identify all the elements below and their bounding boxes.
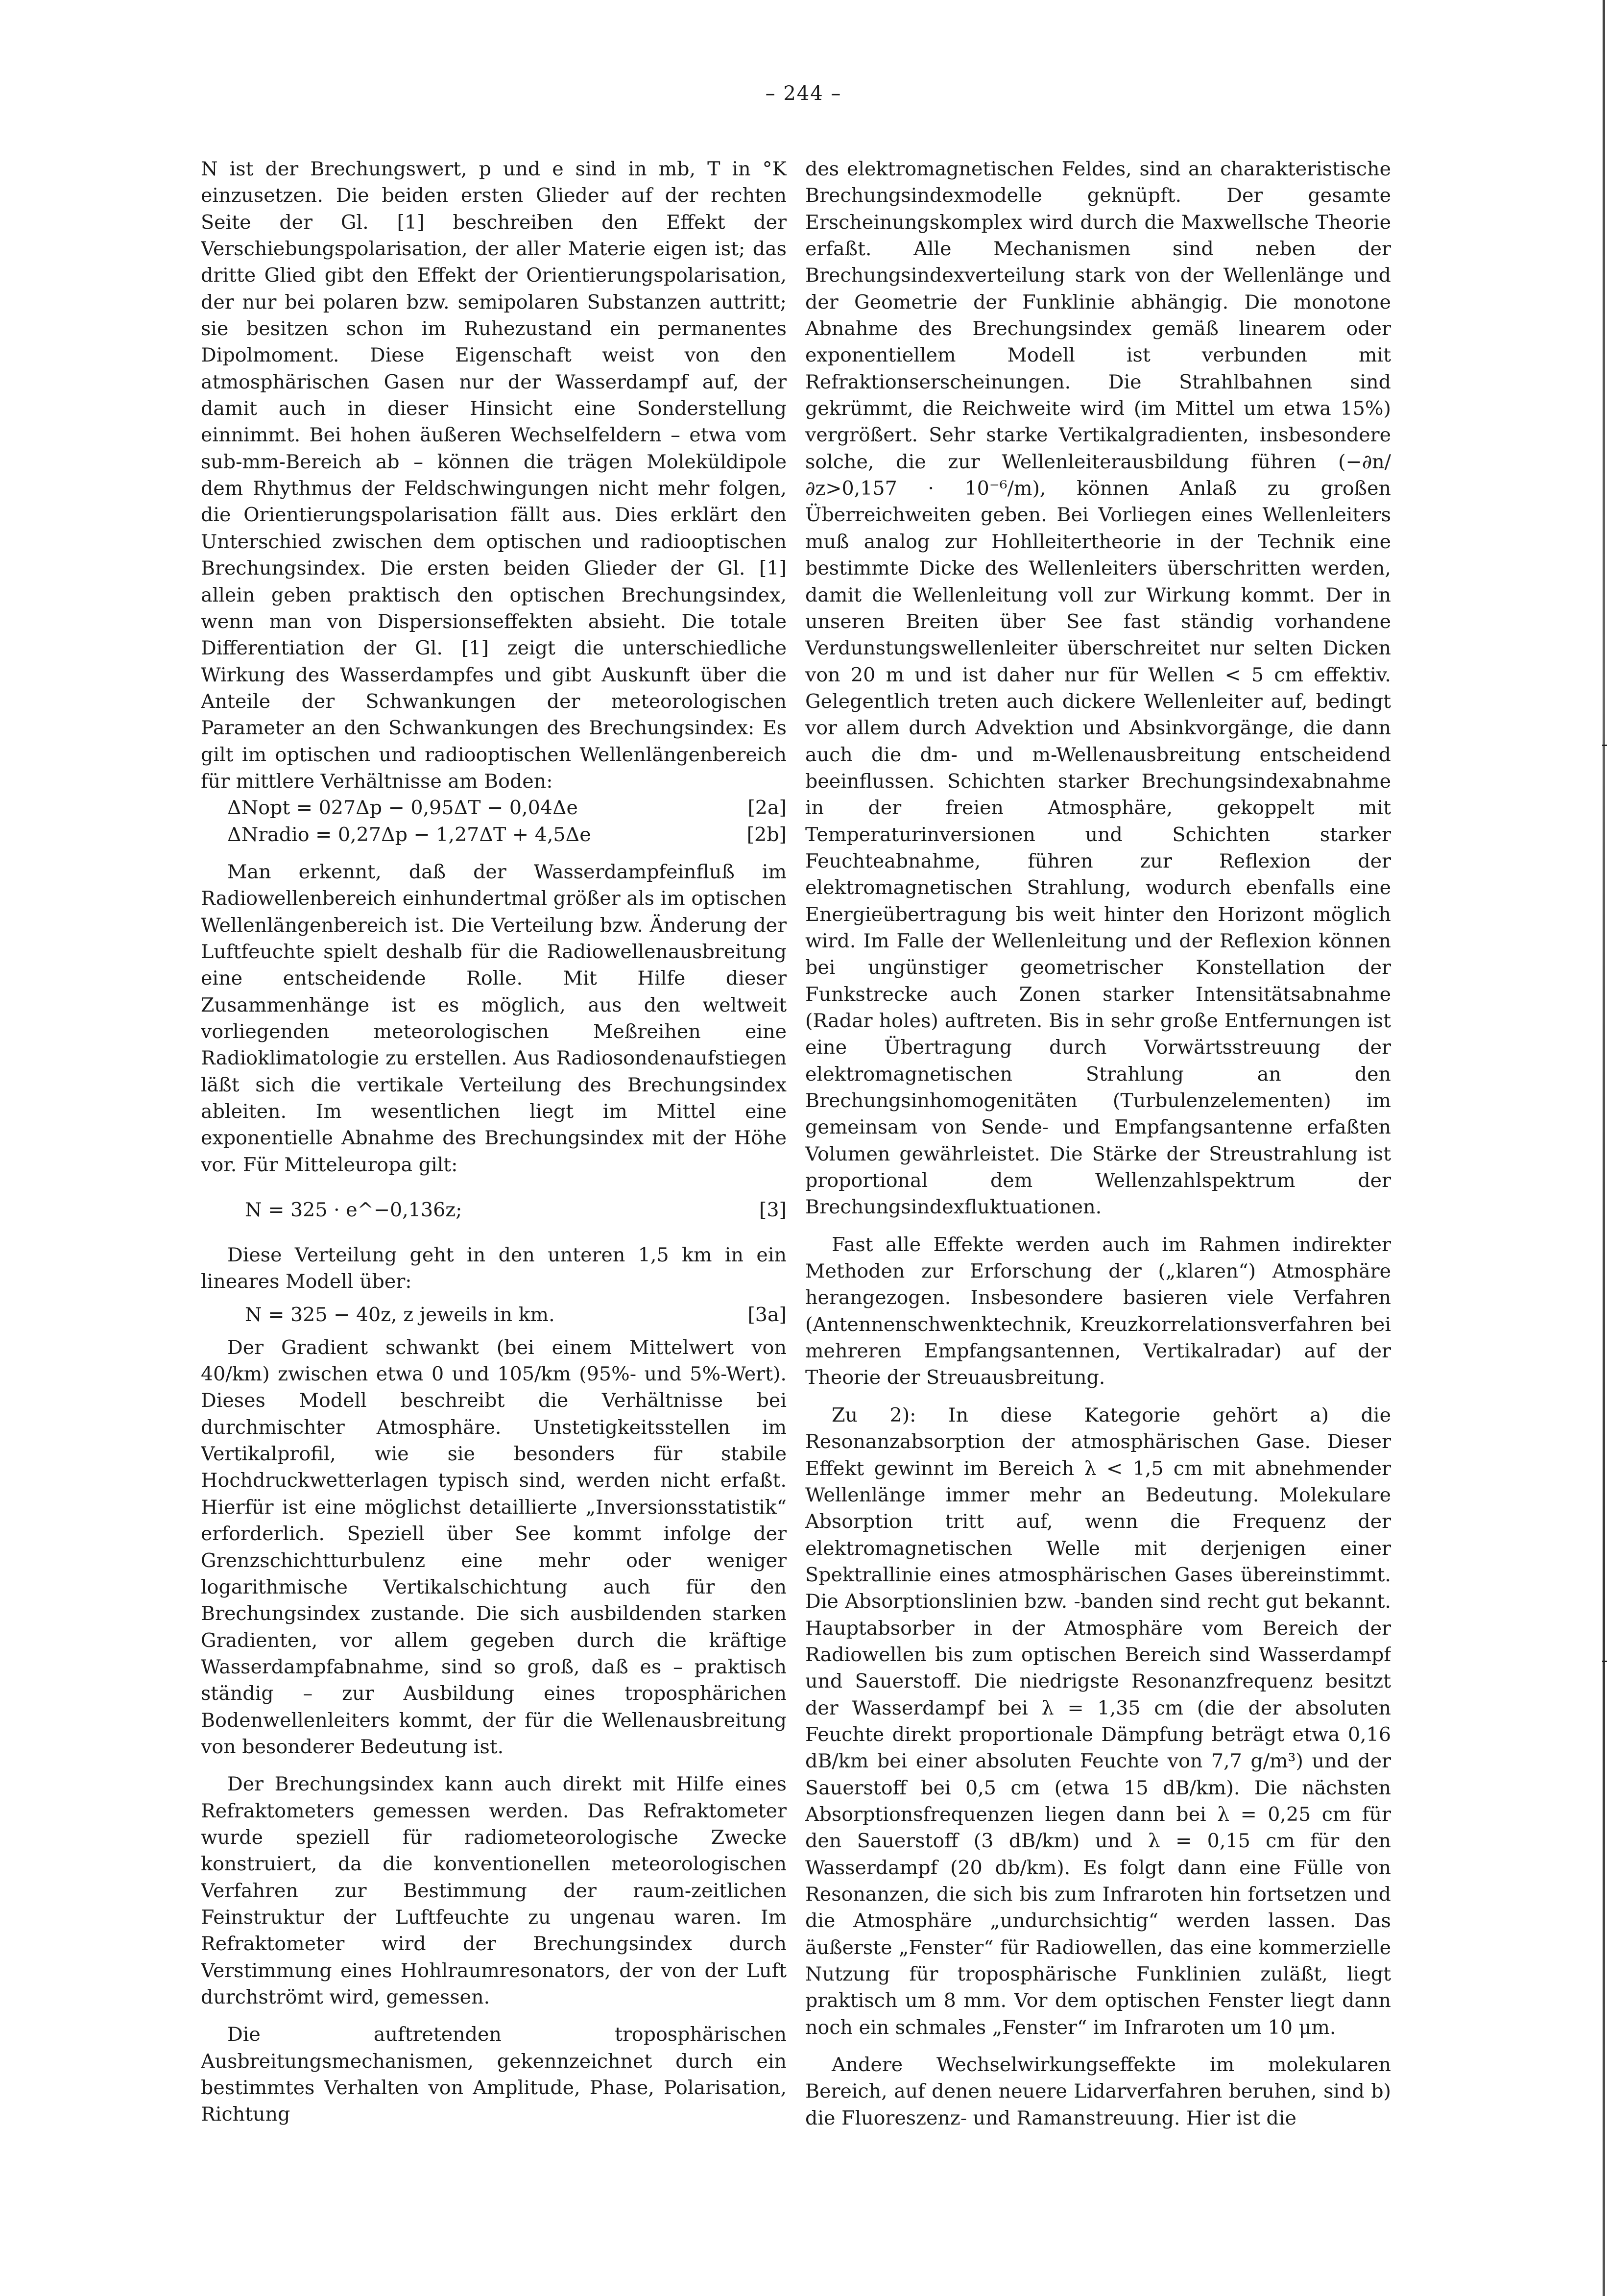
paragraph: Fast alle Effekte werden auch im Rahmen indirekter Methoden zur Erforschung der („klaren“) Atmosphäre herangezogen. Insbesondere basieren viele Verfahren (Antennenschwenktechnik, Kreuzkorrelationsverfahren bei mehreren Empfangsantennen, Vertikalradar) auf der Theorie der Streuausbreitung. — [805, 1233, 1391, 1389]
scan-edge-tick — [1602, 1661, 1607, 1662]
equation-body: ΔNopt = 027Δp − 0,95ΔT − 0,04Δe — [227, 797, 578, 820]
paragraph: Diese Verteilung geht in den unteren 1,5 km in ein lineares Modell über: — [201, 1244, 787, 1293]
equation-body: N = 325 − 40z, z jeweils in km. — [245, 1303, 555, 1326]
paragraph: N ist der Brechungswert, p und e sind in mb, T in °K einzusetzen. Die beiden ersten Glieder auf der rechten Seite der Gl. [1] beschreiben den Effekt der Verschiebungspolarisation, der aller Materie eigen ist; das dritte Glied gibt den Effekt der Orientierungspolarisation, der nur bei polaren bzw. semipolaren Substanzen auttritt; sie besitzen schon im Ruhezustand ein permanentes Dipolmoment. Diese Eigenschaft weist von den atmosphärischen Gasen nur der Wasserdampf auf, der damit auch in dieser Hinsicht eine Sonderstellung einnimmt. Bei hohen äußeren Wechselfeldern – etwa vom sub-mm-Bereich ab – können die trägen Moleküldipole dem Rhythmus der Feldschwingungen nicht mehr folgen, die Orientierungspolarisation fällt aus. Dies erklärt den Unterschied zwischen dem optischen und radiooptischen Brechungsindex. Die ersten beiden Glieder der Gl. [1] allein geben praktisch den optischen Brechungsindex, wenn man von Dispersionseffekten absieht. Die totale Differentiation der Gl. [1] zeigt die unterschiedliche Wirkung des Wasserdampfes und gibt Auskunft über die Anteile der Schwankungen der meteorologischen Parameter an den Schwankungen des Brechungsindex: Es gilt im optischen und radiooptischen Wellenlängenbereich für mittlere Verhältnisse am Boden: — [201, 158, 787, 793]
left-column — [201, 156, 787, 2252]
equation-label: [2b] — [746, 823, 787, 846]
paragraph: Andere Wechselwirkungseffekte im molekularen Bereich, auf denen neuere Lidarverfahren beruhen, sind b) die Fluoreszenz- und Ramanstreuung. Hier ist die — [805, 2054, 1391, 2129]
page-number: – 244 – — [765, 82, 842, 105]
paragraph: Man erkennt, daß der Wasserdampfeinfluß im Radiowellenbereich einhundertmal größer als im optischen Wellenlängenbereich ist. Die Verteilung bzw. Änderung der Luftfeuchte spielt deshalb für die Radiowellenausbreitung eine entscheidende Rolle. Mit Hilfe dieser Zusammenhänge ist es möglich, aus den weltweit vorliegenden meteorologischen Meßreihen eine Radioklimatologie zu erstellen. Aus Radiosondenaufstiegen läßt sich die vertikale Verteilung des Brechungsindex ableiten. Im wesentlichen liegt im Mittel eine exponentielle Abnahme des Brechungsindex mit der Höhe vor. Für Mitteleuropa gilt: — [201, 860, 787, 1176]
scan-edge-line — [1603, 0, 1605, 2296]
equation-label: [2a] — [747, 797, 787, 820]
equation-2b — [201, 822, 787, 848]
paragraph: Zu 2): In diese Kategorie gehört a) die Resonanzabsorption der atmosphärischen Gase. Dieser Effekt gewinnt im Bereich λ < 1,5 cm mit abnehmender Wellenlänge immer mehr an Bedeutung. Molekulare Absorption tritt auf, wenn die Frequenz der elektromagnetischen Welle mit derjenigen einer Spektrallinie eines atmosphärischen Gases übereinstimmt. Die Absorptionslinien bzw. -banden sind recht gut bekannt. Hauptabsorber in der Atmosphäre vom Bereich der Radiowellen bis zum optischen Bereich sind Wasserdampf und Sauerstoff. Die niedrigste Resonanzfrequenz besitzt der Wasserdampf bei λ = 1,35 cm (die der absoluten Feuchte direkt proportionale Dämpfung beträgt etwa 0,16 dB/km bei einer absoluten Feuchte von 7,7 g/m³) und der Sauerstoff bei 0,5 cm (etwa 15 dB/km). Die nächsten Absorptionsfrequenzen liegen dann bei λ = 0,25 cm für den Sauerstoff (3 dB/km) und λ = 0,15 cm für den Wasserdampf (20 db/km). Es folgt dann eine Fülle von Resonanzen, die sich bis zum Infraroten hin fortsetzen und die Atmosphäre „undurchsichtig“ werden lassen. Das äußerste „Fenster“ für Radiowellen, das eine kommerzielle Nutzung für troposphärische Funklinien zuläßt, liegt praktisch um 8 mm. Vor dem optischen Fenster liegt dann noch ein schmales „Fenster“ im Infraroten um 10 μm. — [805, 1403, 1391, 2039]
equation-3a — [201, 1295, 787, 1334]
equation-body: ΔNradio = 0,27Δp − 1,27ΔT + 4,5Δe — [227, 823, 591, 846]
equation-label: [3] — [759, 1198, 787, 1221]
equation-3 — [201, 1178, 787, 1242]
paragraph: Der Gradient schwankt (bei einem Mittelwert von 40/km) zwischen etwa 0 und 105/km (95%- und 5%-Wert). Dieses Modell beschreibt die Verhältnisse bei durchmischter Atmosphäre. Unstetigkeitsstellen im Vertikalprofil, wie sie besonders für stabile Hochdruckwetterlagen typisch sind, werden nicht erfaßt. Hierfür ist eine möglichst detaillierte „Inversionsstatistik“ erforderlich. Speziell über See kommt infolge der Grenzschichtturbulenz eine mehr oder weniger logarithmische Vertikalschichtung auch für den Brechungsindex zustande. Die sich ausbildenden starken Gradienten, vor allem gegeben durch die kräftige Wasserdampfabnahme, sind so groß, daß es – praktisch ständig – zur Ausbildung eines troposphärichen Bodenwellenleiters kommt, der für die Wellenausbreitung von besonderer Bedeutung ist. — [201, 1336, 787, 1758]
paragraph: des elektromagnetischen Feldes, sind an charakteristische Brechungsindexmodelle geknüpft. Der gesamte Erscheinungskomplex wird durch die Maxwellsche Theorie erfaßt. Alle Mechanismen sind neben der Brechungsindexverteilung stark von der Wellenlänge und der Geometrie der Funklinie abhängig. Die monotone Abnahme des Brechungsindex gemäß linearem oder exponentiellem Modell ist verbunden mit Refraktionserscheinungen. Die Strahlbahnen sind gekrümmt, die Reichweite wird (im Mittel um etwa 15%) vergrößert. Sehr starke Vertikalgradienten, insbesondere solche, die zur Wellenleiterausbildung führen (−∂n/∂z>0,157 · 10⁻⁶/m), können Anlaß zu großen Überreichweiten geben. Bei Vorliegen eines Wellenleiters muß analog zur Hohlleitertheorie in der Technik eine bestimmte Dicke des Wellenleiters überschritten werden, damit die Wellenleitung voll zur Wirkung kommt. Der in unseren Breiten über See fast ständig vorhandene Verdunstungswellenleiter überschreitet nur selten Dicken von 20 m und ist daher nur für Wellen < 5 cm effektiv. Gelegentlich treten auch dickere Wellenleiter auf, bedingt vor allem durch Advektion und Absinkvorgänge, die dann auch die dm- und m-Wellenausbreitung entscheidend beeinflussen. Schichten starker Brechungsindexabnahme in der freien Atmosphäre, gekoppelt mit Temperaturinversionen und Schichten starker Feuchteabnahme, führen zur Reflexion der elektromagnetischen Strahlung, wodurch ebenfalls eine Energieübertragung bis weit hinter den Horizont möglich wird. Im Falle der Wellenleitung und der Reflexion können bei ungünstiger geometrischer Konstellation der Funkstrecke auch Zonen starker Intensitätsabnahme (Radar holes) auftreten. Bis in sehr große Entfernungen ist eine Übertragung durch Vorwärtsstreuung der elektromagnetischen Strahlung an den Brechungsinhomogenitäten (Turbulenzelementen) im gemeinsam von Sende- und Empfangsantenne erfaßten Volumen gewährleistet. Die Stärke der Streustrahlung ist proportional dem Wellenzahlspektrum der Brechungsindexfluktuationen. — [805, 158, 1391, 1219]
scan-edge-tick — [1602, 745, 1607, 746]
paragraph: Die auftretenden troposphärischen Ausbreitungsmechanismen, gekennzeichnet durch ein bestimmtes Verhalten von Amplitude, Phase, Polarisation, Richtung — [201, 2023, 787, 2126]
right-column — [805, 156, 1391, 2252]
equation-body: N = 325 · e^−0,136z; — [245, 1198, 462, 1221]
equation-label: [3a] — [747, 1303, 787, 1326]
equation-2a — [201, 795, 787, 821]
paragraph: Der Brechungsindex kann auch direkt mit Hilfe eines Refraktometers gemessen werden. Das Refraktometer wurde speziell für radiometeorologische Zwecke konstruiert, da die konventionellen meteorologischen Verfahren zur Bestimmung der raum-zeitlichen Feinstruktur der Luftfeuchte zu ungenau waren. Im Refraktometer wird der Brechungsindex durch Verstimmung eines Hohlraumresonators, der von der Luft durchströmt wird, gemessen. — [201, 1773, 787, 2008]
